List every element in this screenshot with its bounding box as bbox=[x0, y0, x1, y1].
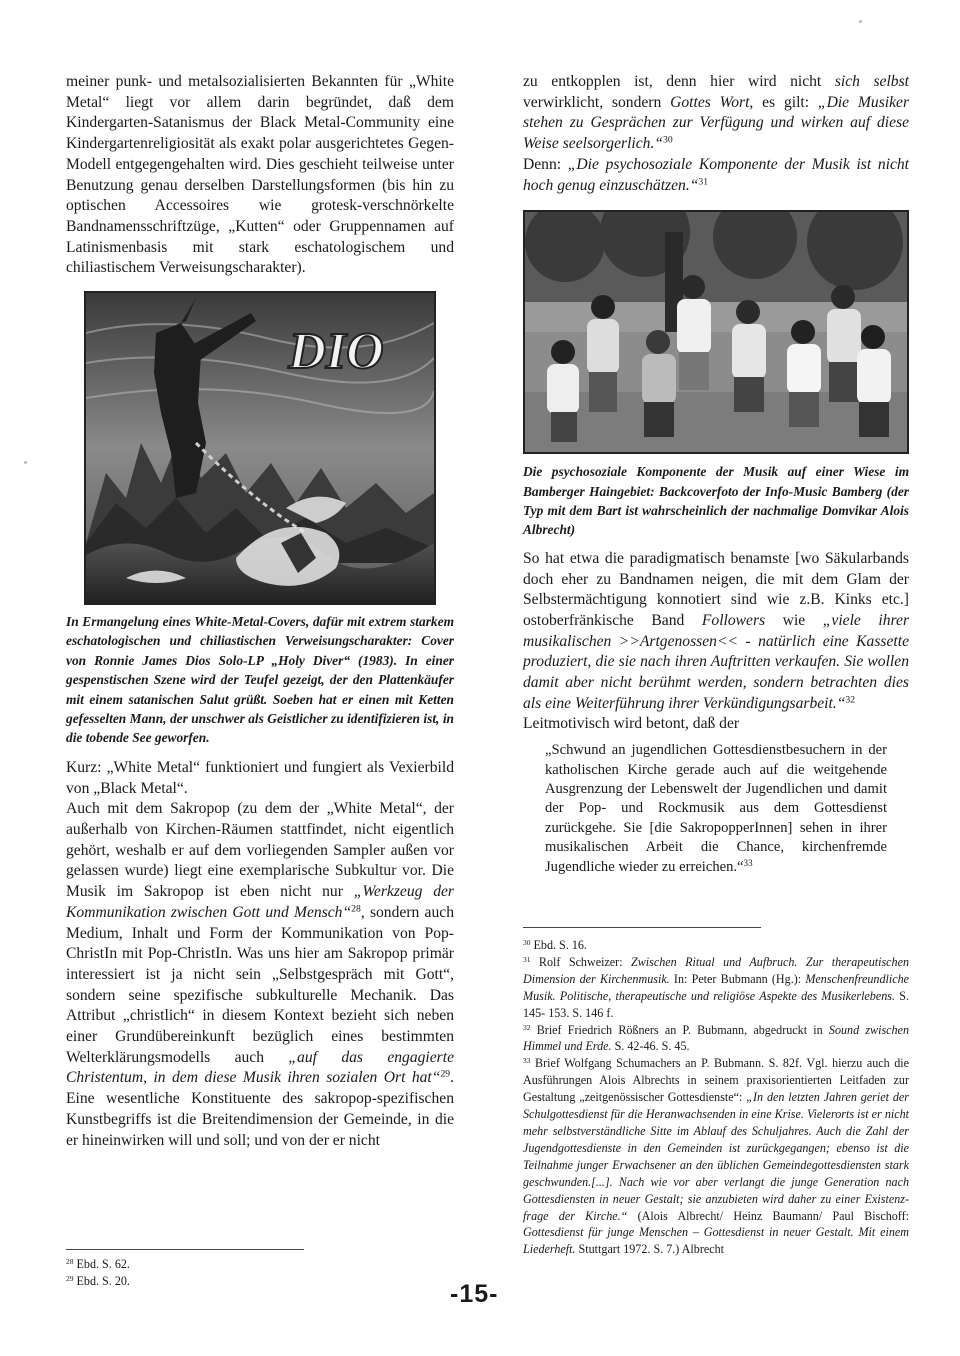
footnote-ref: 28 bbox=[351, 903, 361, 915]
scan-speck bbox=[859, 20, 862, 23]
footnote: $^{33}$ Brief Wolfgang Schumachers an P. Bubmann. S. 82f. Vgl. hierzu auch die Ausführungen Alois Albrechts in seinem praxisorientierten Leitfaden zur Gestaltung „zeitgenössischer Gottesdienste“: „In den letzten Jahren geriet der Schulgottesdienst für die Heranwachsenden in eine Krise. Vielerorts ist er nicht mehr selbstverständliche Sitte im Ablauf des Schuljahres. Auch die Zahl der Jugendgottesdienste in den Gemeinden ist zurückgegangen; ebenso ist die Teilnahme junger Erwachsener an den üblichen Gemeindegottesdiensten stark geschwunden.[...]. Nach wie vor aber verlangt die junge Generation nach Gottesdiensten in neuer Gestalt; sie anzubieten wird daher zu einer Existenzfrage der Kirche.“ (Alois Albrecht/ Heinz Baumann/ Paul Bischoff: Gottesdienst für junge Menschen – Gottesdienst in neuer Gestalt. Mit einem Liederheft. Stuttgart 1972. S. 7.) Albrecht bbox=[523, 1056, 909, 1257]
paragraph: zu entkopplen ist, denn hier wird nicht sich selbst verwirklicht, sondern Gottes Wort, es gilt: „Die Musiker stehen zu Gesprächen zur Verfügung und wirken auf diese Weise seelsorgerlich.“$^{30}$ bbox=[523, 73, 910, 153]
footnote-ref: 33 bbox=[743, 857, 753, 868]
footnote: $^{32}$ Brief Friedrich Rößners an P. Bubmann, abgedruckt in Sound zwischen Himmel und Erde. S. 42-46. S. 45. bbox=[523, 1022, 910, 1054]
band-photo-illustration bbox=[525, 212, 907, 452]
dio-holy-diver-cover-image bbox=[84, 291, 436, 605]
dio-logo: DIO bbox=[288, 323, 384, 381]
footnote-ref: 30 bbox=[663, 134, 673, 146]
album-art-illustration bbox=[86, 293, 434, 603]
paragraph: meiner punk- und metalsozialisierten Bekannten für „White Metal“ liegt vor allem darin begründet, daß dem Kindergarten-Satanismus der Black Metal-Community eine Kindergartenreligiosität als exakt polar ausgerichtetes Gegen-Modell entgegengehalten wird. Dies geschieht teilweise unter Benutzung genau derselben Darstellungsformen (bis hin zu optischen Accessoires wie grotesk-verschnörkelte Bandnamensschriftzüge, „Kutten“ oder Gruppennamen auf Latinismenbasis mit stark eschatologischem und chiliastischem Verweisungscharakter). bbox=[66, 73, 454, 277]
footnote: $^{29}$ Ebd. S. 20. bbox=[66, 1273, 130, 1288]
footnote-ref: 31 bbox=[698, 176, 709, 188]
footnote-ref: 29 bbox=[440, 1069, 451, 1081]
page-number: -15- bbox=[450, 1280, 499, 1308]
figure-caption: Die psychosoziale Komponente der Musik auf einer Wiese im Bamberger Haingebiet: Backcoverfoto der Info-Music Bamberg (der Typ mit dem Bart ist wahrscheinlich der nachmalige Domvikar Alois Albrecht) bbox=[523, 464, 909, 538]
paragraph: Leitmotivisch wird betont, daß der bbox=[523, 715, 740, 733]
paragraph: Denn: „Die psychosoziale Komponente der Musik ist nicht hoch genug einzuschätzen.“$^{31}$ bbox=[523, 155, 909, 194]
paragraph: Auch mit dem Sakropop (zu dem der „White Metal“, der außerhalb von Kirchen-Räumen stattfindet, nicht eigentlich gehört, weshalb er auf dem vorliegenden Sampler außen vor gelassen wurde) liegt eine exemplarische Subkultur vor. Die Musik im Sakropop ist eben nicht nur „Werkzeug der Kommunikation zwischen Gott und Mensch“$^{28}$, sondern auch Medium, Inhalt und Form der Kommunikation von Pop-ChristIn mit Pop-ChristIn. Was uns hier am Sakropop primär interessiert ist ja nicht sein „Selbstgespräch mit Gott“, sondern seine spezifische subkulturelle Mechanik. Das Attribut „christlich“ in diesem Kontext bezieht sich neben einer Grundübereinkunft bezüglich eines bestimmten Welterklärungsmodells auch „auf das engagierte Christentum, in dem diese Musik ihren sozialen Ort hat“$^{29}$. Eine wesentliche Konstituente des sakropop-spezifischen Kunstbegriffs ist die Breitendimension der Gemeinde, in die er hineinwirken will und soll; und von der er nicht bbox=[66, 800, 455, 1149]
band-group-photo bbox=[523, 210, 909, 454]
footnote: $^{30}$ Ebd. S. 16. bbox=[523, 937, 587, 952]
paragraph: So hat etwa die paradigmatisch benamste [wo Säkularbands doch eher zu Bandnamen neigen, die mit dem Glam der Selbstermächtigung konnotiert sind wie z.B. Kinks etc.] ostoberfränkische Band Followers wie „viele ihrer musikalischen >>Artgenossen<< - natürlich eine Kassette produziert, die sie nach ihren Auftritten verkaufen. Sie wollen damit aber nicht berühmt werden, sondern betrachten dies als eine Weiterführung ihrer Verkündigungsarbeit.“$^{32}$ bbox=[523, 549, 910, 712]
right-column bbox=[523, 72, 909, 877]
left-footnotes bbox=[66, 1249, 454, 1290]
left-column bbox=[66, 72, 454, 1151]
footnote-ref: 32 bbox=[845, 694, 856, 706]
footnote: $^{28}$ Ebd. S. 62. bbox=[66, 1256, 130, 1271]
footnote-divider bbox=[523, 927, 761, 928]
paragraph: Kurz: „White Metal“ funktioniert und fungiert als Vexierbild von „Black Metal“. bbox=[66, 758, 454, 797]
right-footnotes bbox=[523, 927, 909, 1258]
footnote: $^{31}$ Rolf Schweizer: Zwischen Ritual und Aufbruch. Zur therapeutischen Dimension der Kirchenmusik. In: Peter Bubmann (Hg.): Menschenfreundliche Musik. Politische, therapeutische und religiöse Aspekte des Musikerlebens. S. 145- 153. S. 146 f. bbox=[523, 954, 909, 1020]
block-quote: „Schwund an jugendlichen Gottesdienstbesuchern in der katholischen Kirche gerade auch auf die weitgehende Ausgrenzung der Lebenswelt der Jugendlichen und damit der Pop- und Rockmusik aus dem Gottesdienst zurückgehe. Sie [die SakropopperInnen] sehen in ihrer musikalischen Arbeit die Chance, kirchenfremde Jugendliche wieder zu erreichen.“$^{33}$ bbox=[545, 742, 887, 875]
footnote-divider bbox=[66, 1249, 304, 1250]
scan-speck bbox=[24, 461, 27, 464]
figure-caption: In Ermangelung eines White-Metal-Covers, dafür mit extrem starkem eschatologischen und chiliastischen Verweisungscharakter: Cover von Ronnie James Dios Solo-LP „Holy Diver“ (1983). In einer gespenstischen Szene wird der Teufel gezeigt, der den Plattenkäufer mit einem satanischen Salut grüßt. Soeben hat er einen mit Ketten gefesselten Mann, der unschwer als Geistlicher zu identifizieren ist, in die tobende See geworfen. bbox=[66, 614, 454, 746]
